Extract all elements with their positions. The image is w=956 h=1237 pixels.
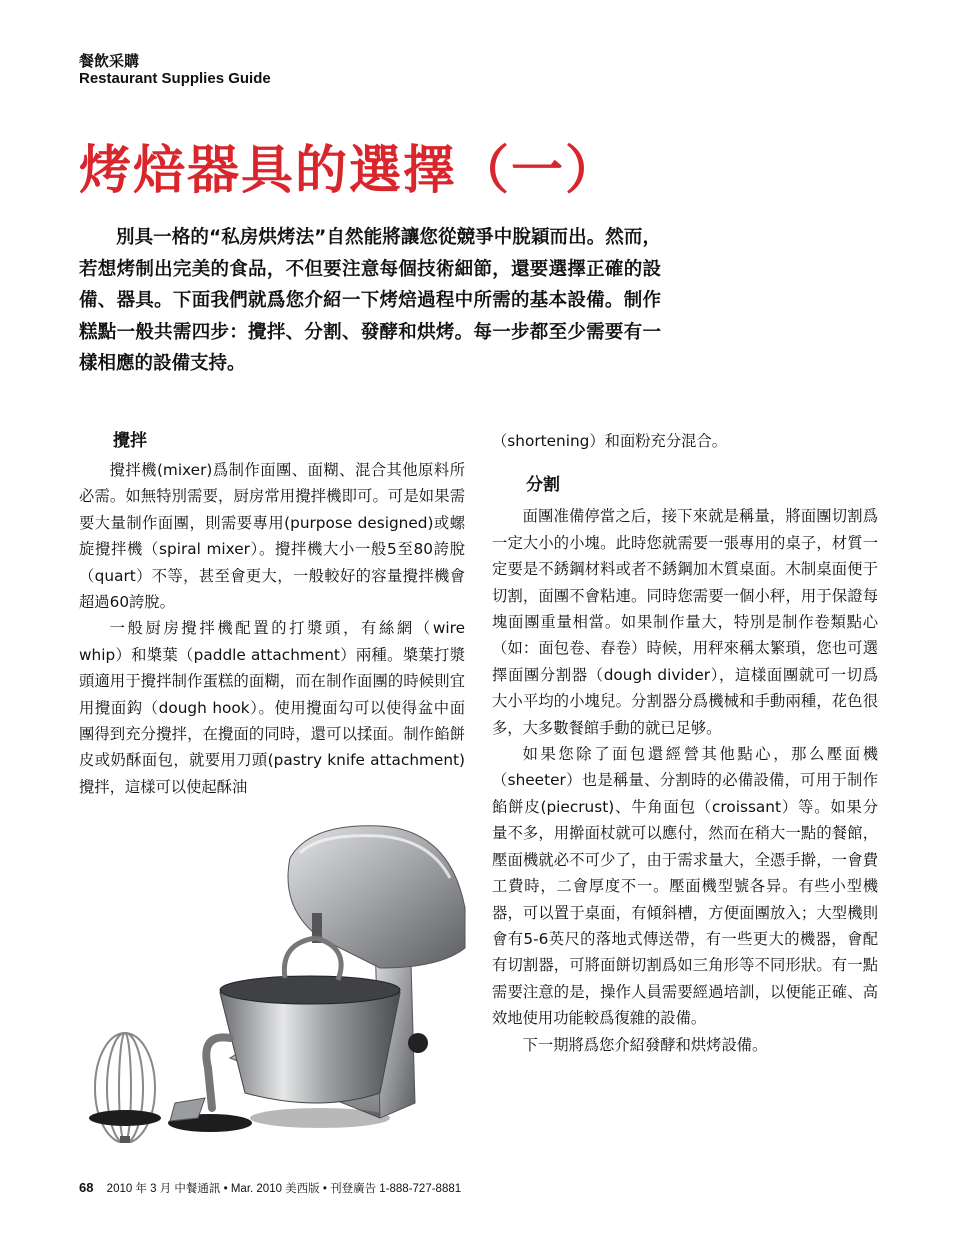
section-label-zh: 餐飲采購 (79, 52, 140, 70)
mixing-paragraph-2: 一般厨房攪拌機配置的打漿頭，有絲網（wire whip）和槳葉（paddle attachment）兩種。槳葉打漿頭適用于攪拌制作蛋糕的面糊，而在制作面團的時候則宜用攪面鈎（dough hook）。使用攪面勾可以使得盆中面團得到充分攪拌，在攪面的同時，還可以揉面。制作餡餅皮或奶酥面包，就要用刀頭(pastry knife attachment)攪拌，這樣可以使起酥油 (79, 619, 465, 796)
dividing-paragraph-1: 面團准備停當之后，接下來就是稱量，將面團切割爲一定大小的小塊。此時您就需要一張專用的桌子，材質一定要是不銹鋼材料或者不銹鋼加木質桌面。木制桌面便于切割，面團不會粘連。同時您需要一個小秤，用于保證每塊面團重量相當。如果制作量大，特別是制作卷類點心（如：面包卷、春卷）時候，用秤來稱太繁瑣，您也可選擇面團分割器（dough divider），這樣面團就可一切爲大小平均的小塊兒。分割器分爲機械和手動兩種，花色很多，大多數餐館手動的就已足够。 (492, 507, 878, 737)
stand-mixer-photo (80, 818, 470, 1143)
left-column (79, 428, 465, 800)
page-number: 68 (79, 1180, 94, 1195)
footer-text: 2010 年 3 月 中餐通訊 • Mar. 2010 美西版 • 刊登廣告 1-888-727-8881 (106, 1183, 462, 1195)
dividing-heading: 分割 (526, 475, 560, 496)
dividing-paragraph-2: 如果您除了面包還經營其他點心，那么壓面機（sheeter）也是稱量、分割時的必備設備，可用于制作餡餅皮(piecrust)、牛角面包（croissant）等。如果分量不多，用擀面杖就可以應付，然而在稍大一點的餐館，壓面機就必不可少了，由于需求量大，全憑手擀，一會費工費時，二會厚度不一。壓面機型號各异。有些小型機器，可以置于桌面，有傾斜槽，方便面團放入；大型機則會有5-6英尺的落地式傳送帶，有一些更大的機器，會配有切割器，可將面餅切割爲如三角形等不同形狀。有一點需要注意的是，操作人員需要經過培訓，以便能正確、高效地使用功能較爲復雜的設備。 (492, 745, 878, 1028)
section-label-en: Restaurant Supplies Guide (79, 70, 271, 87)
intro-paragraph: 別具一格的“私房烘烤法”自然能將讓您從競爭中脫穎而出。然而，若想烤制出完美的食品，不但要注意每個技術細節，還要選擇正確的設備、器具。下面我們就爲您介紹一下烤焙過程中所需的基本設備。制作糕點一般共需四步：攪拌、分割、發酵和烘烤。每一步都至少需要有一樣相應的設備支持。 (79, 227, 661, 374)
article-title: 烤焙器具的選擇（一） (79, 141, 620, 201)
mixing-heading: 攪拌 (113, 431, 147, 451)
page-footer (79, 1180, 461, 1196)
article-intro (79, 222, 661, 380)
right-column (492, 428, 878, 1058)
dividing-paragraph-3: 下一期將爲您介紹發酵和烘烤設備。 (522, 1035, 768, 1054)
mixing-paragraph-1: 攪拌機(mixer)爲制作面團、面糊、混合其他原料所必需。如無特別需要，厨房常用攪拌機即可。可是如果需要大量制作面團，則需要專用(purpose designed)或螺旋攪拌機（spiral mixer）。攪拌機大小一般5至80誇脫（quart）不等，甚至會更大，一般較好的容量攪拌機會超過60誇脫。 (79, 461, 465, 612)
mixing-paragraph-2-continued: （shortening）和面粉充分混合。 (492, 432, 728, 450)
